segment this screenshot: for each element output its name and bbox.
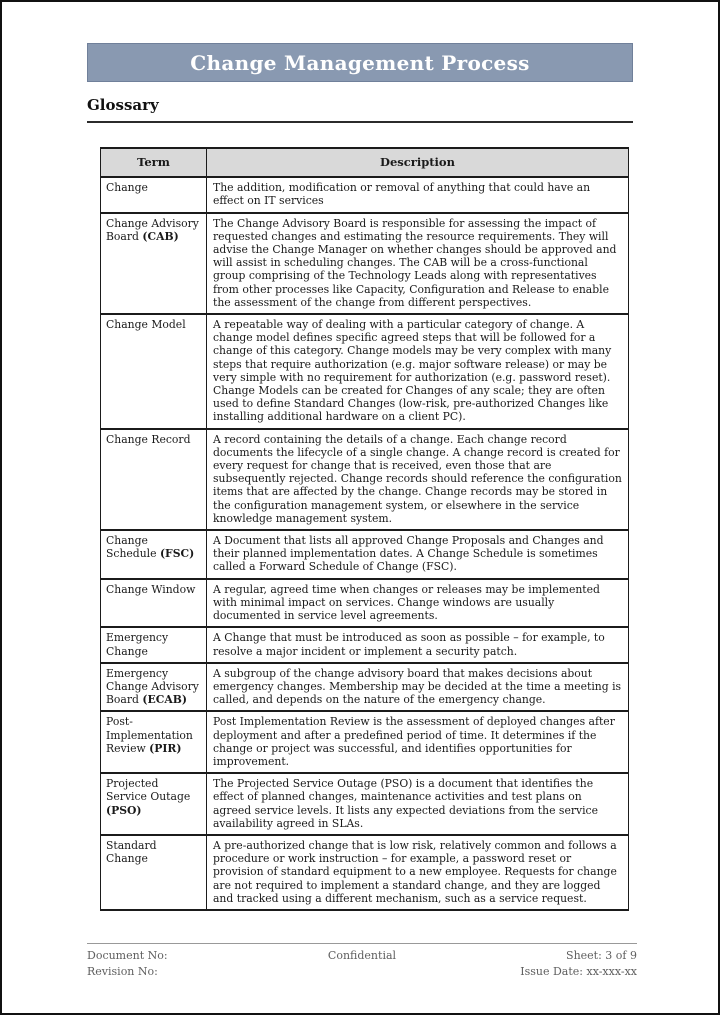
term-text: Projected Service Outage (106, 777, 191, 804)
term-cell (101, 177, 207, 212)
title-bar (87, 43, 633, 82)
term-cell (101, 773, 207, 835)
table-row (101, 177, 629, 212)
description-cell: The Change Advisory Board is responsible for assessing the impact of requested changes and estimating the resource requirements. They will advise the Change Manager on whether changes should be approved and will assist in scheduling changes. The CAB will be a cross-functional group comprising of the Technology Leads along with representatives from other processes like Capacity, Configuration and Release to enable the assessment of the change from different perspectives. (207, 213, 629, 314)
term-text: Change Window (106, 582, 196, 596)
page-title: Change Management Process (190, 50, 530, 75)
glossary-table (100, 147, 629, 911)
term-abbreviation: (CAB) (142, 229, 179, 243)
glossary-table-body (101, 177, 629, 910)
term-text: Emergency Change (106, 631, 169, 658)
term-abbreviation: (ECAB) (142, 693, 187, 707)
term-column-header: Term (101, 148, 207, 177)
description-cell: A pre-authorized change that is low risk, relatively common and follows a procedure or work instruction – for example, a password reset or provision of standard equipment to a new employee. Requests for change are not required to implement a standard change, and they are logged and tracked using a different mechanism, such as a service request. (207, 835, 629, 910)
term-cell (101, 579, 207, 628)
table-row (101, 213, 629, 314)
description-cell: A record containing the details of a change. Each change record documents the lifecycle of a single change. A change record is created for every request for change that is received, even those that are subsequently rejected. Change records should reference the configuration items that are affected by the change. Change records may be stored in the configuration management system, or elsewhere in the service knowledge management system. (207, 429, 629, 530)
term-cell (101, 213, 207, 314)
confidential-label: Confidential (327, 949, 397, 962)
description-cell: A subgroup of the change advisory board that makes decisions about emergency changes. Membership may be decided at the time a meeting is called, and depends on the nature of the emergency change. (207, 663, 629, 712)
term-cell (101, 314, 207, 429)
term-abbreviation: (PSO) (106, 803, 142, 817)
table-row (101, 627, 629, 662)
footer (87, 943, 637, 979)
footer-center (270, 948, 453, 979)
table-row (101, 530, 629, 579)
table-row (101, 663, 629, 712)
term-abbreviation: (PIR) (149, 741, 182, 755)
term-text: Change Model (106, 318, 186, 332)
table-header-row (101, 148, 629, 177)
description-cell: Post Implementation Review is the assessment of deployed changes after deployment and after a predefined period of time. It determines if the change or project was successful, and identifies opportunities for improvement. (207, 711, 629, 773)
term-text: Change Record (106, 432, 191, 446)
term-cell (101, 835, 207, 910)
term-text: Emergency Change Advisory Board (106, 666, 199, 707)
table-row (101, 314, 629, 429)
description-cell: A Change that must be introduced as soon as possible – for example, to resolve a major incident or implement a security patch. (207, 627, 629, 662)
term-text: Change Advisory Board (106, 216, 199, 243)
term-abbreviation: (FSC) (159, 547, 195, 561)
term-cell (101, 627, 207, 662)
table-row (101, 835, 629, 910)
term-text: Change Schedule (106, 534, 157, 561)
footer-right (454, 948, 637, 979)
description-cell: The addition, modification or removal of anything that could have an effect on IT services (207, 177, 629, 212)
description-cell: A regular, agreed time when changes or releases may be implemented with minimal impact on services. Change windows are usually documented in service level agreements. (207, 579, 629, 628)
term-cell (101, 429, 207, 530)
description-column-header: Description (207, 148, 629, 177)
term-cell (101, 530, 207, 579)
page-content (2, 96, 718, 911)
description-cell: The Projected Service Outage (PSO) is a document that identifies the effect of planned changes, maintenance activities and test plans on agreed service levels. It lists any expected deviations from the service availability agreed in SLAs. (207, 773, 629, 835)
section-heading: Glossary (87, 96, 633, 123)
table-row (101, 773, 629, 835)
table-row (101, 579, 629, 628)
description-cell: A Document that lists all approved Change Proposals and Changes and their planned implementation dates. A Change Schedule is sometimes called a Forward Schedule of Change (FSC). (207, 530, 629, 579)
document-no-label: Document No: (87, 949, 168, 962)
description-cell: A repeatable way of dealing with a particular category of change. A change model defines specific agreed steps that will be followed for a change of this category. Change models may be very complex with many steps that require authorization (e.g. major software release) or may be very simple with no requirement for authorization (e.g. password reset). Change Models can be created for Changes of any scale; they are often used to define Standard Changes (low-risk, pre-authorized Changes like installing additional hardware on a client PC). (207, 314, 629, 429)
term-cell (101, 711, 207, 773)
revision-no-label: Revision No: (87, 964, 158, 978)
term-text: Standard Change (106, 838, 157, 866)
term-cell (101, 663, 207, 712)
table-row (101, 429, 629, 530)
term-text: Post-Implementation Review (106, 715, 193, 755)
table-row (101, 711, 629, 773)
footer-left (87, 948, 270, 979)
issue-date-label: Issue Date: xx-xxx-xx (520, 964, 637, 978)
term-text: Change (106, 181, 148, 195)
sheet-label: Sheet: 3 of 9 (566, 949, 637, 962)
